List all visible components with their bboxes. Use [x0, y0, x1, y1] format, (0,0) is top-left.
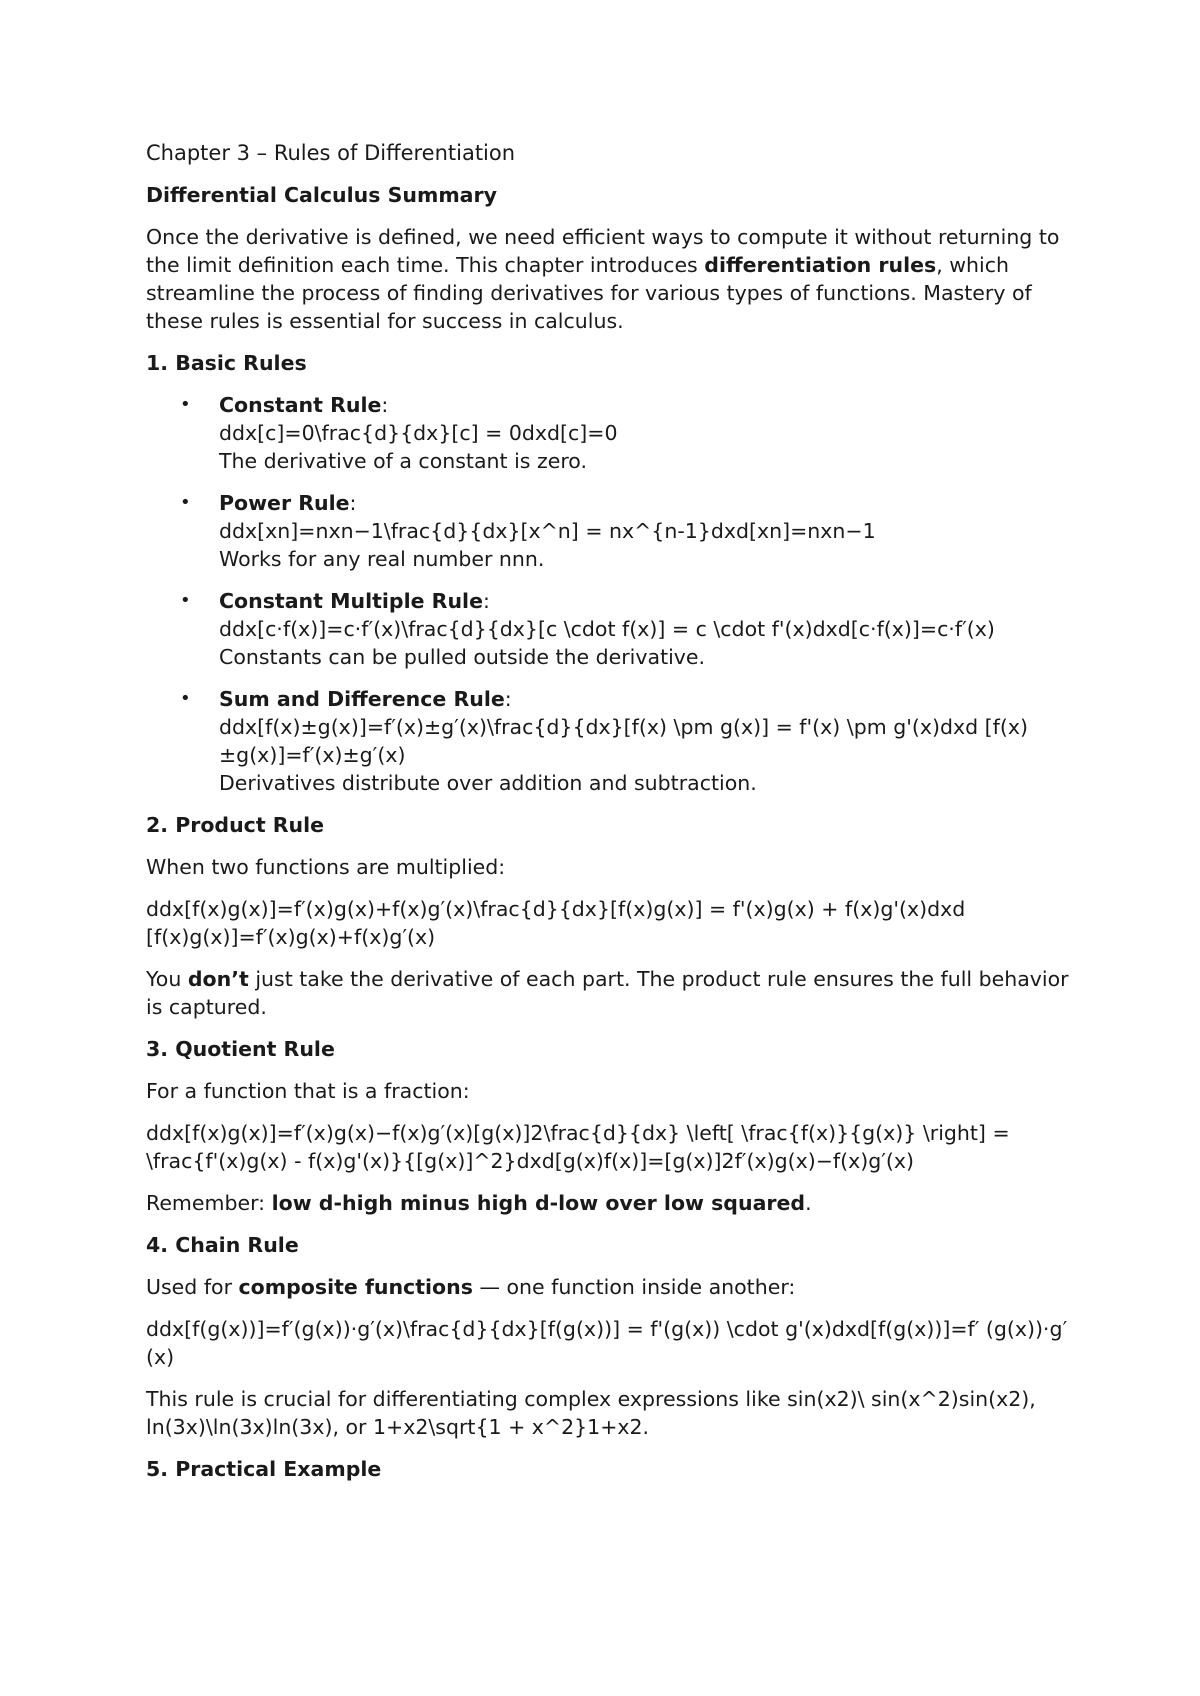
rule-name: Constant Multiple Rule — [219, 589, 483, 613]
rule-colon: : — [504, 687, 512, 711]
rule-formula: ddx[c⋅f(x)]=c⋅f′(x)\frac{d}{dx}[c \cdot f(x)] = c \cdot f'(x)dxd[c⋅f(x)]=c⋅f′(x) — [219, 617, 995, 641]
rule-formula: ddx[f(x)±g(x)]=f′(x)±g′(x)\frac{d}{dx}[f(x) \pm g(x)] = f'(x) \pm g'(x)dxd [f(x)±g(x)]=f′(x)±g′(x) — [219, 715, 1028, 767]
bullet-icon: • — [180, 590, 191, 611]
quotient-note-after: . — [805, 1191, 812, 1215]
chain-rule-note: This rule is crucial for differentiating complex expressions like sin(x2)\ sin(x^2)sin(x2), ln(3x)\ln(3x)ln(3x), or 1+x2\sqrt{1 + x^2}1+x2. — [146, 1387, 1036, 1439]
chain-lead-after: — one function inside another: — [472, 1275, 796, 1299]
bullet-icon: • — [180, 688, 191, 709]
intro-text-after: , which streamline the process of finding derivatives for various types of functions. Mastery of these rules is essential for success in calculus. — [146, 253, 1032, 333]
intro-text-before: Once the derivative is defined, we need efficient ways to compute it without returning to the limit definition each time. This chapter introduces — [146, 225, 1060, 277]
rule-name: Sum and Difference Rule — [219, 687, 505, 711]
product-rule-lead: When two functions are multiplied: — [146, 855, 506, 879]
rule-name: Power Rule — [219, 491, 350, 515]
section-heading-product-rule: 2. Product Rule — [146, 813, 325, 837]
quotient-note-before: Remember: — [146, 1191, 272, 1215]
chain-rule-lead — [146, 1273, 1070, 1301]
quotient-rule-lead: For a function that is a fraction: — [146, 1079, 470, 1103]
intro-paragraph — [146, 223, 1070, 335]
bullet-icon: • — [180, 394, 191, 415]
section-heading-basic-rules: 1. Basic Rules — [146, 351, 307, 375]
product-rule-formula: ddx[f(x)g(x)]=f′(x)g(x)+f(x)g′(x)\frac{d}{dx}[f(x)g(x)] = f'(x)g(x) + f(x)g'(x)dxd [f(x)g(x)]=f′(x)g(x)+f(x)g′(x) — [146, 897, 966, 949]
basic-rules-list — [146, 391, 1070, 797]
rule-formula: ddx[xn]=nxn−1\frac{d}{dx}[x^n] = nx^{n-1}dxd[xn]=nxn−1 — [219, 519, 876, 543]
rule-item-sum-difference — [146, 685, 1070, 797]
product-note-after: just take the derivative of each part. The product rule ensures the full behavior is captured. — [146, 967, 1069, 1019]
rule-note: Constants can be pulled outside the derivative. — [219, 645, 706, 669]
section-heading-practical-example: 5. Practical Example — [146, 1457, 382, 1481]
rule-note: Derivatives distribute over addition and subtraction. — [219, 771, 757, 795]
rule-colon: : — [349, 491, 357, 515]
rule-item-constant-multiple — [146, 587, 1070, 671]
rule-name: Constant Rule — [219, 393, 382, 417]
chain-rule-formula: ddx[f(g(x))]=f′(g(x))⋅g′(x)\frac{d}{dx}[f(g(x))] = f'(g(x)) \cdot g'(x)dxd[f(g(x))]=f′ (g(x))⋅g′(x) — [146, 1317, 1068, 1369]
quotient-rule-note — [146, 1189, 1070, 1217]
chain-lead-bold: composite functions — [238, 1275, 473, 1299]
rule-colon: : — [381, 393, 389, 417]
bullet-icon: • — [180, 492, 191, 513]
section-heading-chain-rule: 4. Chain Rule — [146, 1233, 299, 1257]
rule-note: Works for any real number nnn. — [219, 547, 545, 571]
chain-lead-before: Used for — [146, 1275, 239, 1299]
quotient-rule-formula: ddx[f(x)g(x)]=f′(x)g(x)−f(x)g′(x)[g(x)]2\frac{d}{dx} \left[ \frac{f(x)}{g(x)} \right] = \frac{f'(x)g(x) - f(x)g'(x)}{[g(x)]^2}dxd[g(x)f(x)]=[g(x)]2f′(x)g(x)−f(x)g′(x) — [146, 1121, 1010, 1173]
section-heading-quotient-rule: 3. Quotient Rule — [146, 1037, 335, 1061]
product-note-before: You — [146, 967, 188, 991]
product-rule-note — [146, 965, 1070, 1021]
rule-item-power — [146, 489, 1070, 573]
rule-colon: : — [483, 589, 490, 613]
chapter-title: Chapter 3 – Rules of Differentiation — [146, 141, 516, 165]
rule-formula: ddx[c]=0\frac{d}{dx}[c] = 0dxd[c]=0 — [219, 421, 618, 445]
rule-item-constant — [146, 391, 1070, 475]
quotient-note-bold: low d-high minus high d-low over low squared — [271, 1191, 806, 1215]
product-note-bold: don’t — [187, 967, 249, 991]
rule-note: The derivative of a constant is zero. — [219, 449, 588, 473]
intro-bold-term: differentiation rules — [704, 253, 937, 277]
summary-subtitle: Differential Calculus Summary — [146, 183, 497, 207]
